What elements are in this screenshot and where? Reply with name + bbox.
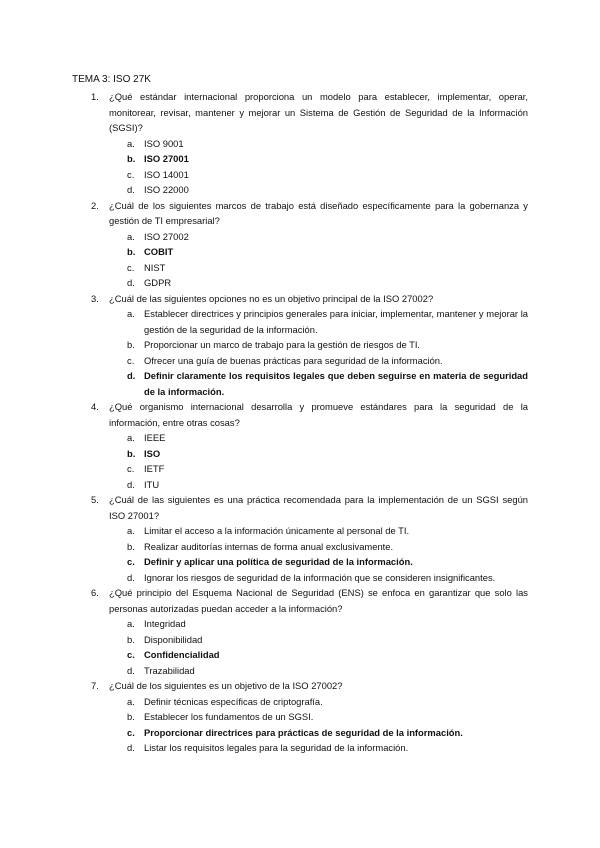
question-4 xyxy=(72,399,528,492)
option-list xyxy=(109,136,528,198)
option-a xyxy=(109,136,528,152)
option-c xyxy=(109,260,528,276)
option-c xyxy=(109,167,528,183)
question-3 xyxy=(72,291,528,400)
option-b xyxy=(109,709,528,725)
option-d xyxy=(109,570,528,586)
question-text: ¿Qué organismo internacional desarrolla y promueve estándares para la seguridad de la información, entre otras cosas? xyxy=(109,401,528,428)
option-letter: b. xyxy=(127,540,135,552)
option-c xyxy=(109,461,528,477)
option-list xyxy=(109,229,528,291)
option-text: Definir claramente los requisitos legales que deben seguirse en materia de seguridad de la información. xyxy=(144,370,528,397)
option-b xyxy=(109,151,528,167)
option-letter: d. xyxy=(127,277,135,288)
option-letter: a. xyxy=(127,432,135,443)
option-text: Integridad xyxy=(144,618,186,629)
option-b xyxy=(109,244,528,260)
option-letter: b. xyxy=(127,447,136,459)
option-b xyxy=(109,337,528,353)
option-d xyxy=(109,368,528,399)
option-letter: a. xyxy=(127,695,135,707)
option-letter: c. xyxy=(127,354,135,366)
option-c xyxy=(109,353,528,369)
option-letter: d. xyxy=(127,742,135,753)
option-letter: b. xyxy=(127,711,135,722)
option-b xyxy=(109,632,528,648)
option-list xyxy=(109,306,528,399)
question-5 xyxy=(72,492,528,585)
option-text: Establecer los fundamentos de un SGSI. xyxy=(144,711,314,722)
option-letter: a. xyxy=(127,308,135,319)
option-text: Trazabilidad xyxy=(144,664,195,676)
option-letter: a. xyxy=(127,525,135,536)
option-letter: b. xyxy=(127,633,135,645)
option-b xyxy=(109,446,528,462)
option-text: Proporcionar un marco de trabajo para la gestión de riesgos de TI. xyxy=(144,339,421,350)
option-a xyxy=(109,430,528,446)
question-text: ¿Cuál de los siguientes marcos de trabajo está diseñado específicamente para la gobernanza y gestión de TI empresarial? xyxy=(109,199,528,226)
option-letter: d. xyxy=(127,478,135,490)
question-number: 4. xyxy=(91,401,99,412)
question-6 xyxy=(72,585,528,678)
option-list xyxy=(109,523,528,585)
option-letter: b. xyxy=(127,153,136,164)
question-7 xyxy=(72,678,528,756)
question-number: 3. xyxy=(91,292,99,304)
question-number: 6. xyxy=(91,587,99,598)
question-2 xyxy=(72,198,528,291)
option-letter: c. xyxy=(127,168,135,180)
question-number: 2. xyxy=(91,199,99,211)
question-text: ¿Cuál de las siguientes opciones no es un objetivo principal de la ISO 27002? xyxy=(109,292,434,304)
option-a xyxy=(109,306,528,337)
option-b xyxy=(109,539,528,555)
option-letter: d. xyxy=(127,184,135,195)
option-text: Definir técnicas específicas de criptografía. xyxy=(144,695,323,707)
option-c xyxy=(109,647,528,663)
option-text: Ofrecer una guía de buenas prácticas para seguridad de la información. xyxy=(144,354,443,366)
option-letter: a. xyxy=(127,618,135,629)
option-letter: c. xyxy=(127,726,135,738)
option-text: IEEE xyxy=(144,432,166,443)
option-letter: d. xyxy=(127,571,135,583)
option-text: ISO 22000 xyxy=(144,184,189,195)
option-list xyxy=(109,616,528,678)
question-text: ¿Cuál de las siguientes es una práctica recomendada para la implementación de un SGSI según ISO 27001? xyxy=(109,494,528,521)
question-1 xyxy=(72,89,528,198)
option-text: Limitar el acceso a la información únicamente al personal de TI. xyxy=(144,525,410,536)
option-text: Confidencialidad xyxy=(144,649,220,660)
option-text: NIST xyxy=(144,261,166,273)
question-number: 1. xyxy=(91,91,99,102)
option-letter: a. xyxy=(127,137,135,149)
document-title: TEMA 3: ISO 27K xyxy=(72,74,151,85)
option-a xyxy=(109,694,528,710)
question-number: 5. xyxy=(91,494,99,505)
option-c xyxy=(109,725,528,741)
option-letter: c. xyxy=(127,463,135,474)
option-letter: d. xyxy=(127,664,135,676)
option-text: IETF xyxy=(144,463,165,474)
option-text: Proporcionar directrices para prácticas de seguridad de la información. xyxy=(144,726,463,738)
option-text: Establecer directrices y principios generales para iniciar, implementar, mantener y mejorar la gestión de la seguridad de la información. xyxy=(144,308,528,335)
option-text: ISO xyxy=(144,447,161,459)
option-text: Realizar auditorías internas de forma anual exclusivamente. xyxy=(144,540,394,552)
option-letter: c. xyxy=(127,261,135,273)
option-list xyxy=(109,430,528,492)
option-a xyxy=(109,616,528,632)
option-a xyxy=(109,229,528,245)
option-d xyxy=(109,663,528,679)
option-text: ISO 14001 xyxy=(144,168,189,180)
question-list xyxy=(72,89,528,756)
option-letter: c. xyxy=(127,556,135,567)
option-text: ISO 27002 xyxy=(144,230,189,242)
option-text: ITU xyxy=(144,478,160,490)
question-number: 7. xyxy=(91,680,99,691)
question-text: ¿Qué principio del Esquema Nacional de Seguridad (ENS) se enfoca en garantizar que solo las personas autorizadas puedan acceder a la información? xyxy=(109,587,528,614)
option-letter: d. xyxy=(127,370,136,381)
option-d xyxy=(109,275,528,291)
option-c xyxy=(109,554,528,570)
option-text: ISO 27001 xyxy=(144,153,189,164)
option-letter: b. xyxy=(127,246,136,257)
question-text: ¿Cuál de los siguientes es un objetivo de la ISO 27002? xyxy=(109,680,343,691)
option-letter: b. xyxy=(127,339,135,350)
option-letter: c. xyxy=(127,649,135,660)
option-text: COBIT xyxy=(144,246,174,257)
option-text: GDPR xyxy=(144,277,172,288)
option-a xyxy=(109,523,528,539)
option-letter: a. xyxy=(127,230,135,242)
option-d xyxy=(109,477,528,493)
option-text: Listar los requisitos legales para la seguridad de la información. xyxy=(144,742,409,753)
option-d xyxy=(109,182,528,198)
option-text: Disponibilidad xyxy=(144,633,203,645)
question-text: ¿Qué estándar internacional proporciona un modelo para establecer, implementar, operar, monitorear, revisar, mantener y mejorar un Sistema de Gestión de Seguridad de la Información (SGSI)? xyxy=(109,91,528,133)
option-text: ISO 9001 xyxy=(144,137,184,149)
option-text: Definir y aplicar una política de seguridad de la información. xyxy=(144,556,413,567)
option-list xyxy=(109,694,528,756)
option-d xyxy=(109,740,528,756)
option-text: Ignorar los riesgos de seguridad de la información que se consideren insignificantes. xyxy=(144,571,496,583)
